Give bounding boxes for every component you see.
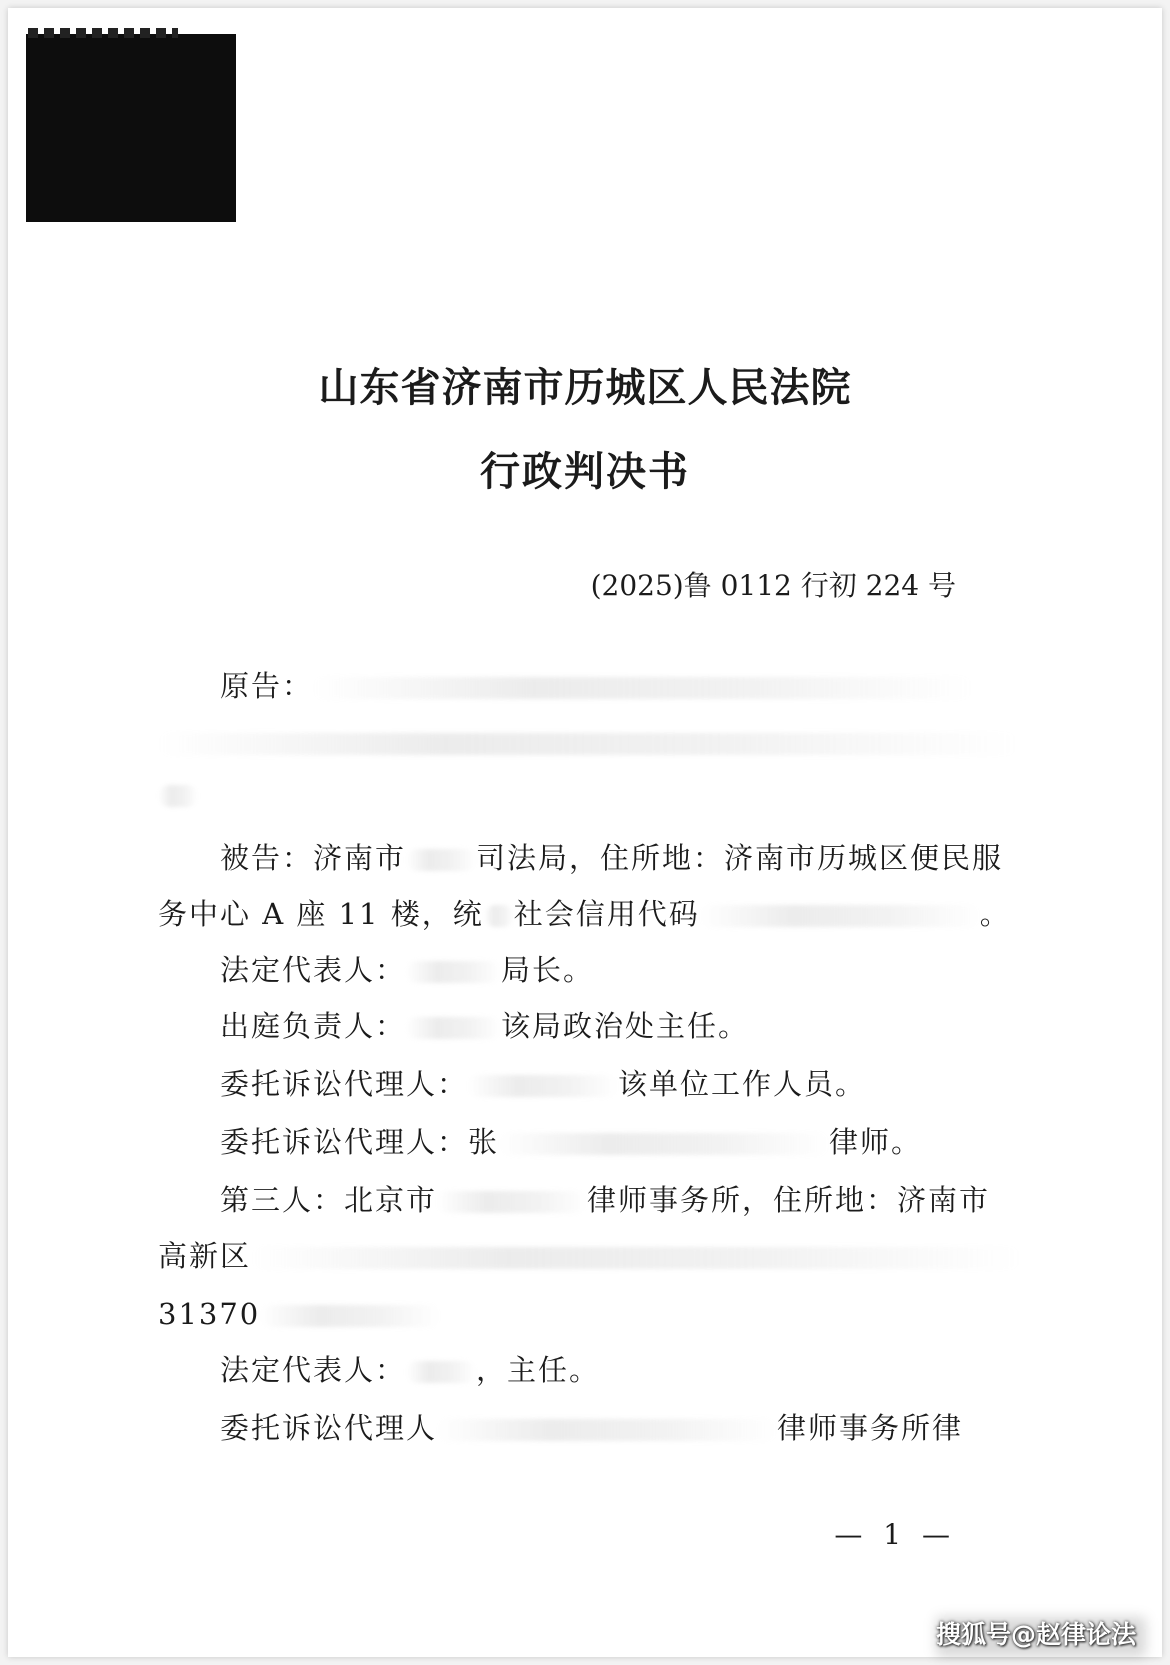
- legal-rep-line: [220, 952, 594, 988]
- third-party-line-3: [158, 1296, 440, 1332]
- redacted-text: [406, 961, 501, 983]
- watermark: 搜狐号@赵律论法: [935, 1620, 1136, 1649]
- redacted-text: [260, 1305, 440, 1327]
- case-number: (2025)鲁 0112 行初 224 号: [590, 569, 956, 602]
- agent-suffix: 该单位工作人员。: [618, 1067, 867, 1101]
- redacted-text: [406, 1017, 501, 1039]
- redacted-text: [406, 849, 476, 871]
- redacted-text: [499, 1133, 829, 1155]
- third-rep-label: 法定代表人：: [220, 1353, 407, 1387]
- defendant-text: 社会信用代码: [513, 897, 700, 931]
- agent-suffix: 律师。: [829, 1125, 923, 1159]
- legal-rep-label: 法定代表人：: [220, 953, 407, 987]
- third-rep-line: [220, 1352, 600, 1388]
- third-agent-suffix: 律师事务所律: [777, 1411, 964, 1445]
- defendant-line-2: [158, 896, 1011, 932]
- plaintiff-line-3: [158, 776, 198, 812]
- third-agent-line: [220, 1410, 963, 1446]
- redacted-text: [313, 677, 973, 699]
- third-agent-label: 委托诉讼代理人: [220, 1411, 438, 1445]
- redacted-text: [700, 905, 980, 927]
- document-page: [8, 8, 1162, 1657]
- plaintiff-line: [220, 668, 973, 704]
- redacted-text: [468, 1075, 618, 1097]
- plaintiff-line-2: [158, 724, 1018, 760]
- third-party-line-1: [220, 1182, 990, 1218]
- redacted-text: [484, 905, 514, 927]
- agent-label: 委托诉讼代理人：张: [220, 1125, 500, 1159]
- third-rep-title: ，主任。: [476, 1353, 601, 1387]
- defendant-text: 。: [979, 897, 1011, 931]
- court-name: 山东省济南市历城区人民法院: [318, 364, 852, 411]
- third-party-text: 律师事务所，住所地：济南市: [587, 1183, 991, 1217]
- third-party-line-2: [158, 1238, 1021, 1274]
- defendant-text: 务中心 A 座 11 楼，统: [158, 897, 484, 931]
- defendant-line-1: [220, 840, 1003, 876]
- court-resp-title: 该局政治处主任。: [501, 1009, 750, 1043]
- redacted-text: [406, 1361, 476, 1383]
- court-resp-label: 出庭负责人：: [220, 1009, 407, 1043]
- redacted-text: [158, 785, 198, 807]
- page-number: — 1 —: [834, 1518, 956, 1551]
- document-title: 行政判决书: [480, 448, 690, 495]
- third-party-text: 高新区: [158, 1239, 252, 1273]
- redacted-text: [158, 733, 1018, 755]
- defendant-text: 司法局，住所地：济南市历城区便民服: [476, 841, 1004, 875]
- court-responsible-line: [220, 1008, 749, 1044]
- legal-rep-title: 局长。: [501, 953, 595, 987]
- plaintiff-label: 原告：: [220, 669, 314, 703]
- redacted-text: [437, 1419, 777, 1441]
- redacted-text: [437, 1191, 587, 1213]
- redacted-text: [251, 1247, 1021, 1269]
- third-party-text: 第三人：北京市: [220, 1183, 438, 1217]
- defendant-text: 被告：济南市: [220, 841, 407, 875]
- third-party-text: 31370: [158, 1297, 261, 1331]
- agent-line-1: [220, 1066, 866, 1102]
- agent-line-2: [220, 1124, 922, 1160]
- agent-label: 委托诉讼代理人：: [220, 1067, 469, 1101]
- redaction-block: [26, 34, 236, 222]
